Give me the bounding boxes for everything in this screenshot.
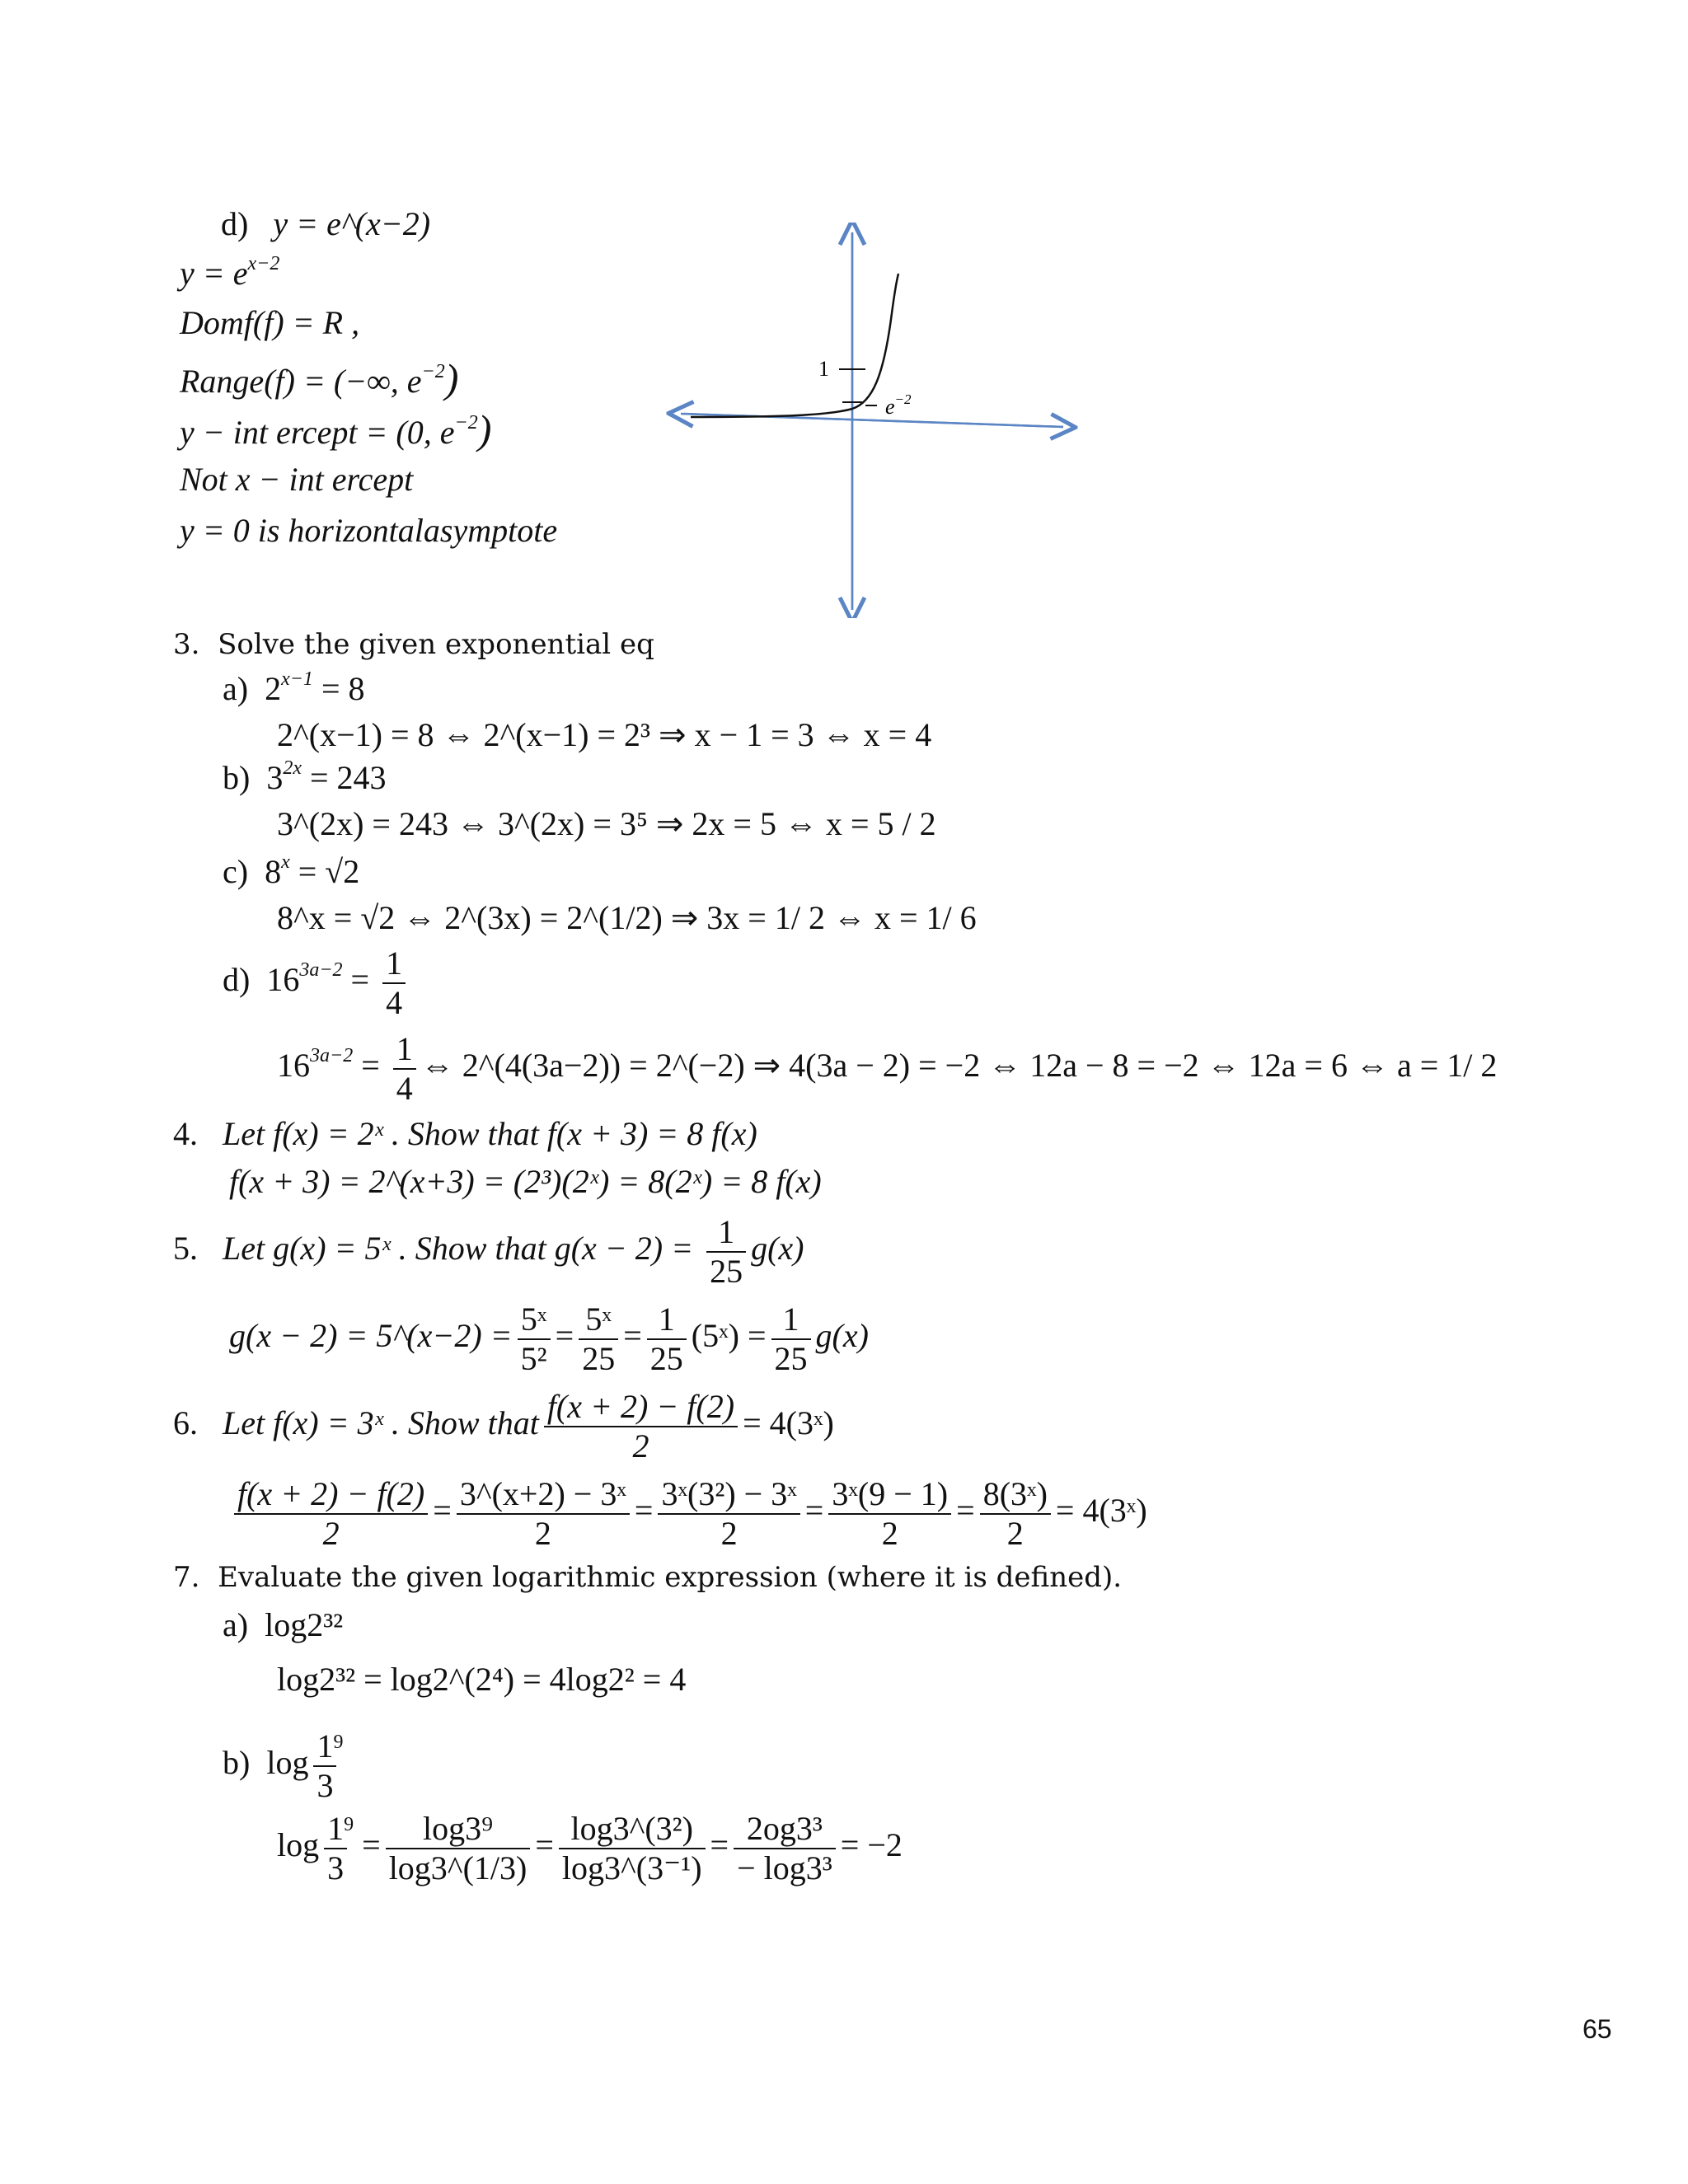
q3d-eq: = bbox=[342, 961, 378, 999]
part-d-asymptote: y = 0 is horizontalasymptote bbox=[180, 512, 558, 549]
q3d-exp: 3a−2 bbox=[299, 959, 343, 982]
q7b-t3-num: 2og3³ bbox=[734, 1810, 836, 1849]
q4-statement: Let f(x) = 2ˣ . Show that f(x + 3) = 8 f(x) bbox=[223, 1115, 757, 1152]
q3b-solution: 3^(2x) = 243 ⇔ 3^(2x) = 3⁵ ⇒ 2x = 5 ⇔ x = 5 / 2 bbox=[277, 805, 936, 842]
q3a-exp: x−1 bbox=[281, 668, 313, 690]
q5-f1-num: 5ˣ bbox=[518, 1301, 551, 1340]
q7b-t3-den: − log3³ bbox=[737, 1849, 832, 1886]
q3d-base: 16 bbox=[266, 961, 300, 999]
q3d-problem bbox=[223, 944, 410, 1022]
q3b-base: 3 bbox=[266, 759, 284, 796]
part-d-range-exp: −2 bbox=[421, 361, 445, 382]
q7b-problem bbox=[223, 1727, 343, 1805]
q3c-exp: x bbox=[281, 851, 290, 873]
q7a-label: a) bbox=[223, 1606, 249, 1643]
q6-s3-num: 3ˣ(3²) − 3ˣ bbox=[658, 1475, 799, 1515]
q4-problem bbox=[173, 1114, 757, 1153]
q7b-log: log bbox=[266, 1744, 309, 1782]
q6-fraction bbox=[544, 1388, 738, 1465]
q5-f2-num: 5ˣ bbox=[579, 1301, 618, 1340]
q7b-sol-frac-num: 1 bbox=[324, 1810, 347, 1849]
q5-solution: g(x − 2) = 5^(x−2) = $\frac{\text{5ˣ}}{\text{5²}}$ = $\frac{\text{5ˣ}}{25}$ = $\frac{1}{25}$ (5ˣ) = $\frac{1}{25}$ g(x) bbox=[229, 1301, 869, 1377]
q3c-rhs: = √2 bbox=[289, 853, 360, 890]
q7-number: 7. bbox=[173, 1561, 200, 1594]
q7b-sol-log: log bbox=[277, 1826, 320, 1864]
q5-sol-frac3 bbox=[647, 1301, 687, 1378]
q5-f4-den: 25 bbox=[774, 1340, 808, 1377]
q6-s2-num: 3^(x+2) − 3ˣ bbox=[457, 1475, 630, 1515]
q7b-t1-den: log3^(1/3) bbox=[388, 1849, 528, 1886]
q3c-base: 8 bbox=[265, 853, 282, 890]
q5-f4-num: 1 bbox=[771, 1301, 811, 1340]
part-d-range bbox=[180, 354, 458, 402]
q6-result: = 4(3ˣ) bbox=[1055, 1492, 1147, 1530]
q6-s2 bbox=[457, 1475, 630, 1553]
part-d-range-post: ) bbox=[444, 355, 459, 401]
q7a-solution: log2³² = log2^(2⁴) = 4log2² = 4 bbox=[277, 1661, 687, 1698]
q7b-frac-den: 3 bbox=[316, 1767, 334, 1804]
q5-number: 5. bbox=[173, 1230, 198, 1268]
q7b-t2-den: log3^(3⁻¹) bbox=[561, 1849, 702, 1886]
q6-statement: Let f(x) = 3ˣ . Show that bbox=[223, 1404, 539, 1442]
part-d-yint-exp: −2 bbox=[454, 412, 478, 434]
q6-s1 bbox=[234, 1475, 428, 1553]
q7b-t2 bbox=[559, 1810, 706, 1887]
q4-solution: f(x + 3) = 2^(x+3) = (2³)(2ˣ) = 8(2ˣ) = 8 f(x) bbox=[229, 1163, 822, 1200]
curve-label-e: $e^{-2}$ bbox=[885, 391, 912, 419]
q3d-label: d) bbox=[223, 961, 251, 999]
q3d-sol-base: 16 bbox=[277, 1047, 310, 1085]
q3c-problem bbox=[223, 852, 359, 891]
part-d-yint-post: ) bbox=[477, 406, 492, 452]
q7-text: Evaluate the given logarithmic expression (where it is defined). bbox=[218, 1561, 1123, 1594]
part-d-domain: Domf(f) = R , bbox=[180, 304, 360, 341]
q7b-result: = −2 bbox=[840, 1826, 903, 1864]
part-d-range-pre: Range(f) = (−∞, e bbox=[180, 363, 422, 400]
q5-sol-frac1 bbox=[518, 1301, 551, 1378]
q3d-sol-rest: ⇔ 2^(4(3a−2)) = 2^(−2) ⇒ 4(3a − 2) = −2 ⇔ 12a − 8 = −2 ⇔ 12a = 6 ⇔ a = 1/ 2 bbox=[420, 1047, 1498, 1085]
q3a-problem bbox=[223, 669, 365, 708]
q7-heading bbox=[173, 1561, 1122, 1594]
q6-problem bbox=[173, 1388, 834, 1465]
q7b-solution: log $\frac{1}{3}$ $^9$ = $\frac{\text{log3⁹}}{\log 3\^{}(1/3)}$ = $\frac{\text{log3\textasciicircum{}(3²)}}{\text{log3\textasciicircum{}(3⁻¹)}}$ = $\frac{\text{2og3³}}{\text{− log3³}}$ = −2 bbox=[277, 1810, 903, 1886]
tick-label-1: 1 bbox=[818, 357, 829, 381]
q3d-solution bbox=[277, 1030, 1497, 1108]
q3d-fraction bbox=[382, 944, 406, 1022]
q3d-sol-frac-num: 1 bbox=[393, 1030, 416, 1070]
page-number: 65 bbox=[1582, 2014, 1612, 2044]
q3b-label: b) bbox=[223, 759, 251, 796]
q3c-solution: 8^x = √2 ⇔ 2^(3x) = 2^(1/2) ⇒ 3x = 1/ 2 ⇔ x = 1/ 6 bbox=[277, 899, 977, 936]
q3a-label: a) bbox=[223, 670, 249, 707]
q4-number: 4. bbox=[173, 1115, 198, 1152]
q5-frac-den: 25 bbox=[710, 1253, 743, 1290]
q7b-label: b) bbox=[223, 1744, 251, 1782]
q3-number: 3. bbox=[173, 628, 200, 661]
q7b-sol-frac-exp: 9 bbox=[344, 1814, 354, 1835]
part-d-eq-exp: x−2 bbox=[247, 253, 280, 274]
exp-curve bbox=[691, 274, 898, 417]
q6-number: 6. bbox=[173, 1404, 198, 1442]
q5-statement: Let g(x) = 5ˣ . Show that g(x − 2) = bbox=[223, 1230, 702, 1268]
q3b-problem bbox=[223, 758, 387, 797]
q5-sol-frac4 bbox=[771, 1301, 811, 1378]
q6-s3 bbox=[658, 1475, 799, 1553]
q6-frac-num: f(x + 2) − f(2) bbox=[544, 1388, 738, 1427]
q6-s2-den: 2 bbox=[534, 1515, 551, 1552]
part-d-eq bbox=[180, 254, 279, 293]
q6-s1-den: 2 bbox=[322, 1515, 340, 1552]
part-d-not-x-intercept: Not x − int ercept bbox=[180, 461, 414, 498]
q7a-expression: log2³² bbox=[265, 1606, 344, 1643]
q3a-solution: 2^(x−1) = 8 ⇔ 2^(x−1) = 2³ ⇒ x − 1 = 3 ⇔ x = 4 bbox=[277, 716, 932, 753]
q7b-t1-num: log3⁹ bbox=[386, 1810, 531, 1849]
q5-sol-frac2 bbox=[579, 1301, 618, 1378]
q7b-t2-num: log3^(3²) bbox=[559, 1810, 706, 1849]
q7b-sol-frac-den: 3 bbox=[327, 1849, 345, 1886]
q7b-t1 bbox=[386, 1810, 531, 1887]
part-d-y-intercept bbox=[180, 405, 491, 453]
q6-s4 bbox=[828, 1475, 951, 1553]
q5-problem bbox=[173, 1213, 804, 1291]
q3d-sol-frac-den: 4 bbox=[396, 1070, 413, 1107]
q3d-sol-exp: 3a−2 bbox=[310, 1045, 354, 1067]
q3d-frac-den: 4 bbox=[386, 984, 403, 1021]
q5-f2-den: 25 bbox=[582, 1340, 616, 1377]
q5-f3-den: 25 bbox=[649, 1340, 683, 1377]
q5-f1-den: 5² bbox=[520, 1340, 547, 1377]
q6-s1-num: f(x + 2) − f(2) bbox=[234, 1475, 428, 1515]
q5-f3-num: 1 bbox=[647, 1301, 687, 1340]
part-d-label: d) bbox=[221, 205, 249, 242]
q3-heading bbox=[173, 628, 654, 661]
q5-sol-pre: g(x − 2) = 5^(x−2) = bbox=[229, 1317, 513, 1355]
q6-s4-num: 3ˣ(9 − 1) bbox=[828, 1475, 951, 1515]
q3d-sol-fraction bbox=[393, 1030, 416, 1108]
q6-s3-den: 2 bbox=[720, 1515, 738, 1552]
q5-statement-post: g(x) bbox=[751, 1230, 804, 1268]
q3c-label: c) bbox=[223, 853, 249, 890]
q7b-t3 bbox=[734, 1810, 836, 1887]
q6-frac-den: 2 bbox=[632, 1427, 649, 1465]
q7b-frac-num: 1 bbox=[313, 1727, 336, 1767]
q7a-problem bbox=[223, 1605, 343, 1644]
q7b-frac-exp: 9 bbox=[333, 1732, 344, 1753]
q6-s5-den: 2 bbox=[1006, 1515, 1024, 1552]
q3b-exp: 2x bbox=[283, 757, 302, 779]
q6-statement-post: = 4(3ˣ) bbox=[743, 1404, 834, 1442]
q3b-rhs: = 243 bbox=[301, 759, 387, 796]
part-d-heading bbox=[221, 204, 430, 243]
q5-frac-num: 1 bbox=[706, 1213, 746, 1253]
part-d-heading-eq: y = e^(x−2) bbox=[273, 205, 431, 242]
x-axis-left bbox=[681, 414, 1063, 427]
exponential-graph bbox=[659, 223, 1088, 618]
q5-sol-mid: (5ˣ) = bbox=[691, 1317, 767, 1355]
q6-solution: $\frac{f(x + 2) - f(2)}{2}$ = $\frac{\text{3\textasciicircum{}(x+2) − 3ˣ}}{2}$ = $\frac{\text{3ˣ(3²) − 3ˣ}}{2}$ = $\frac{\text{3ˣ(9 − 1)}}{2}$ = $\frac{\text{8(3ˣ)}}{2}$ = 4(3ˣ) bbox=[229, 1475, 1147, 1553]
q6-s5-num: 8(3ˣ) bbox=[980, 1475, 1051, 1515]
q5-sol-post: g(x) bbox=[815, 1317, 869, 1355]
part-d-yint-pre: y − int ercept = (0, e bbox=[180, 414, 455, 451]
part-d-eq-base: y = e bbox=[180, 255, 248, 292]
q3a-base: 2 bbox=[265, 670, 282, 707]
q6-s5 bbox=[980, 1475, 1051, 1553]
q3d-frac-num: 1 bbox=[382, 944, 406, 984]
q3d-sol-eq: = bbox=[353, 1047, 388, 1085]
q6-s4-den: 2 bbox=[881, 1515, 898, 1552]
q3-text: Solve the given exponential eq bbox=[218, 628, 654, 661]
q3a-rhs: = 8 bbox=[312, 670, 365, 707]
q5-fraction bbox=[706, 1213, 746, 1291]
